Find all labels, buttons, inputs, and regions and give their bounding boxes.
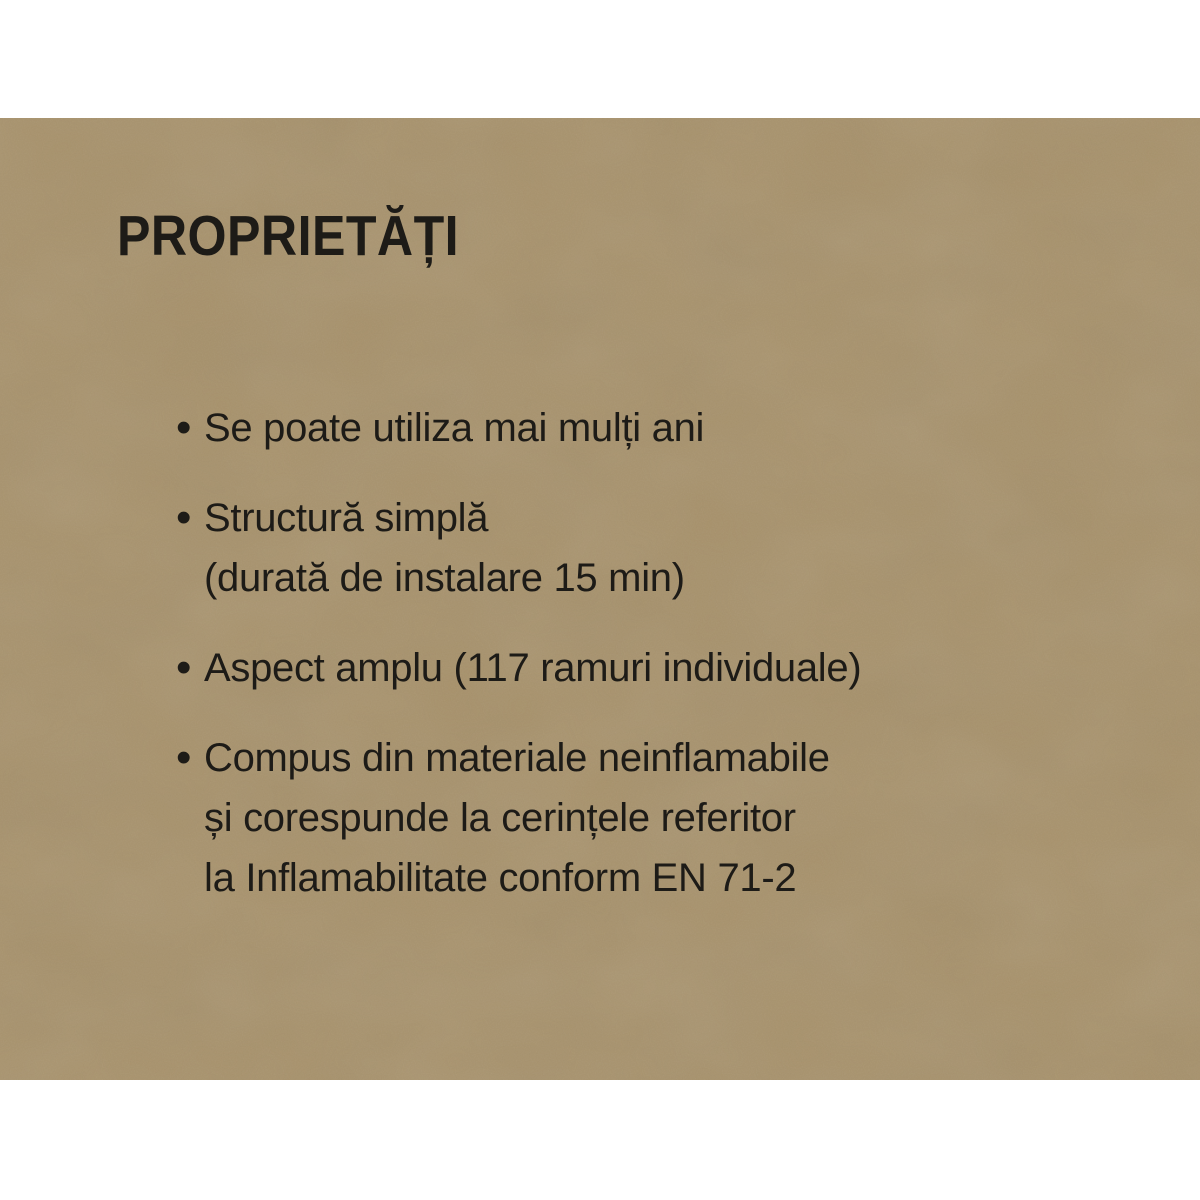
bullet-icon: •: [176, 403, 192, 452]
kraft-panel: [0, 118, 1200, 1080]
list-item-text: Compus din materiale neinflamabile: [204, 736, 830, 780]
list-item-text: (durată de instalare 15 min): [204, 556, 685, 600]
list-item-body: [204, 488, 1096, 608]
list-item: [176, 638, 1096, 698]
list-item-text: Aspect amplu (117 ramuri individuale): [204, 646, 862, 690]
list-item-text: la Inflamabilitate conform EN 71-2: [204, 856, 797, 900]
list-item: [176, 728, 1096, 908]
list-item-text: și corespunde la cerințele referitor: [204, 796, 796, 840]
list-item-body: [204, 638, 1096, 698]
list-item-body: [204, 728, 1096, 908]
list-item: [176, 488, 1096, 608]
list-item-body: [204, 398, 1096, 458]
section-title: PROPRIETĂȚI: [117, 204, 460, 268]
list-item: [176, 398, 1096, 458]
bullet-icon: •: [176, 643, 192, 692]
properties-list: [176, 398, 1096, 938]
list-item-text: Se poate utiliza mai mulți ani: [204, 406, 705, 450]
list-item-text: Structură simplă: [204, 496, 489, 540]
bullet-icon: •: [176, 493, 192, 542]
bullet-icon: •: [176, 733, 192, 782]
